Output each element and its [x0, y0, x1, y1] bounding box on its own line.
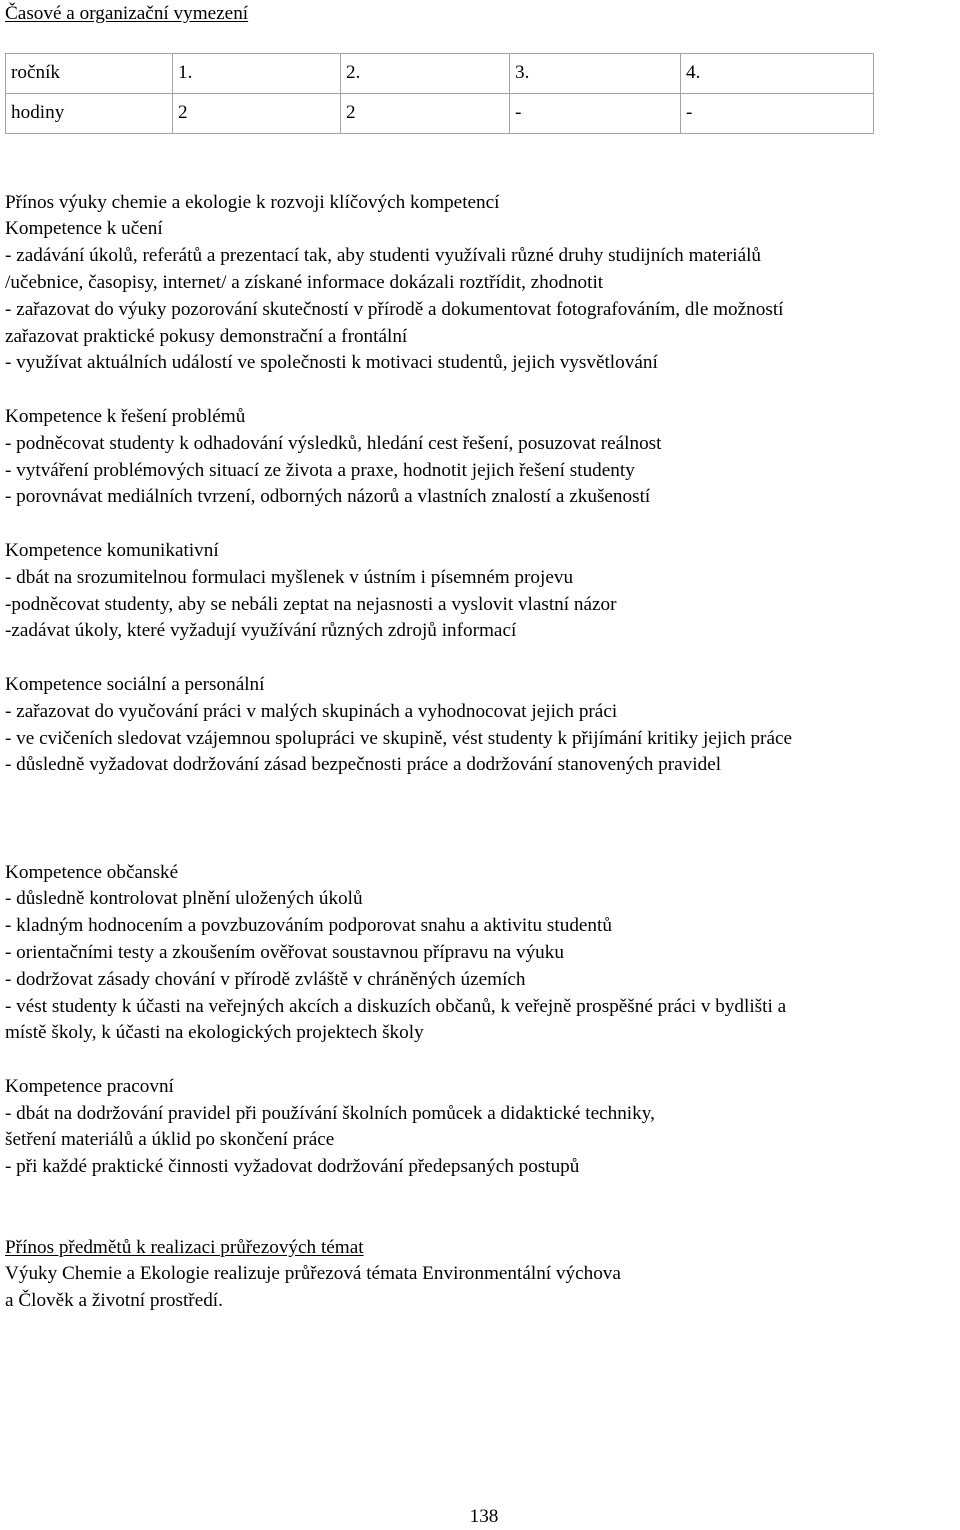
- blank-line: [5, 1181, 957, 1208]
- section-heading: Kompetence komunikativní: [5, 539, 219, 561]
- text-line: -podněcovat studenty, aby se nebáli zeptat na nejasnosti a vyslovit vlastní názor: [5, 593, 617, 615]
- text-line: -zadávat úkoly, které vyžadují využívání různých zdrojů informací: [5, 620, 517, 642]
- table-cell: 1.: [173, 54, 341, 94]
- text-line: a Člověk a životní prostředí.: [5, 1290, 223, 1312]
- cross-topics-heading: Přínos předmětů k realizaci průřezových témat: [5, 1236, 364, 1258]
- table-cell: 2: [341, 94, 510, 134]
- text-line: - zařazovat do vyučování práci v malých skupinách a vyhodnocovat jejich práci: [5, 700, 618, 722]
- table-cell: 2: [173, 94, 341, 134]
- table-cell: -: [510, 94, 681, 134]
- section-heading: Kompetence k učení: [5, 218, 163, 240]
- blank-line: [5, 806, 957, 833]
- section-heading: Kompetence sociální a personální: [5, 673, 265, 695]
- text-line: - orientačními testy a zkoušením ověřovat soustavnou přípravu na výuku: [5, 941, 564, 963]
- table-row-hours: [6, 94, 874, 134]
- table-row-year: [6, 54, 874, 94]
- text-line: Výuky Chemie a Ekologie realizuje průřezová témata Environmentální výchova: [5, 1263, 621, 1285]
- text-line: - důsledně vyžadovat dodržování zásad bezpečnosti práce a dodržování stanovených pravidel: [5, 754, 722, 776]
- text-line: - zadávání úkolů, referátů a prezentací tak, aby studenti využívali různé druhy studijních materiálů: [5, 245, 762, 267]
- text-line: - ve cvičeních sledovat vzájemnou spolupráci ve skupině, vést studenty k přijímání kritiky jejich práce: [5, 727, 792, 749]
- text-line: zařazovat praktické pokusy demonstrační a frontální: [5, 325, 408, 347]
- competences-heading: Přínos výuky chemie a ekologie k rozvoji klíčových kompetencí: [5, 191, 500, 213]
- blank-line: [5, 1208, 957, 1235]
- table-cell: hodiny: [6, 94, 173, 134]
- blank-line: [5, 645, 957, 672]
- hours-table: [5, 53, 874, 134]
- text-line: - využívat aktuálních událostí ve společnosti k motivaci studentů, jejich vysvětlování: [5, 352, 658, 374]
- text-line: - porovnávat mediálních tvrzení, odborných názorů a vlastních znalostí a zkušeností: [5, 486, 651, 508]
- table-cell: ročník: [6, 54, 173, 94]
- blank-line: [5, 779, 957, 806]
- text-line: - dodržovat zásady chování v přírodě zvláště v chráněných územích: [5, 968, 526, 990]
- table-cell: 2.: [341, 54, 510, 94]
- section-heading: Kompetence k řešení problémů: [5, 405, 246, 427]
- blank-line: [5, 377, 957, 404]
- blank-line: [5, 511, 957, 538]
- text-line: - dbát na dodržování pravidel při používání školních pomůcek a didaktické techniky,: [5, 1102, 655, 1124]
- section-heading: Kompetence pracovní: [5, 1075, 174, 1097]
- blank-line: [5, 833, 957, 860]
- main-text: [5, 190, 957, 1315]
- text-line: - zařazovat do výuky pozorování skutečností v přírodě a dokumentovat fotografováním, dle možností: [5, 298, 784, 320]
- text-line: /učebnice, časopisy, internet/ a získané informace dokázali roztřídit, zhodnotit: [5, 271, 604, 293]
- blank-line: [5, 1047, 957, 1074]
- text-line: - dbát na srozumitelnou formulaci myšlenek v ústním i písemném projevu: [5, 566, 574, 588]
- table-cell: 3.: [510, 54, 681, 94]
- page-number: 138: [469, 1505, 499, 1527]
- text-line: - při každé praktické činnosti vyžadovat dodržování předepsaných postupů: [5, 1156, 580, 1178]
- text-line: - důsledně kontrolovat plnění uložených úkolů: [5, 888, 363, 910]
- table-cell: -: [681, 94, 874, 134]
- text-line: - vytváření problémových situací ze života a praxe, hodnotit jejich řešení studenty: [5, 459, 635, 481]
- text-line: - vést studenty k účasti na veřejných akcích a diskuzích občanů, k veřejně prospěšné práci v bydlišti a: [5, 995, 787, 1017]
- text-line: - podněcovat studenty k odhadování výsledků, hledání cest řešení, posuzovat reálnost: [5, 432, 662, 454]
- text-line: - kladným hodnocením a povzbuzováním podporovat snahu a aktivitu studentů: [5, 915, 612, 937]
- text-line: místě školy, k účasti na ekologických projektech školy: [5, 1022, 424, 1044]
- text-line: šetření materiálů a úklid po skončení práce: [5, 1129, 335, 1151]
- section-heading: Kompetence občanské: [5, 861, 179, 883]
- table-cell: 4.: [681, 54, 874, 94]
- section-title: Časové a organizační vymezení: [5, 2, 249, 24]
